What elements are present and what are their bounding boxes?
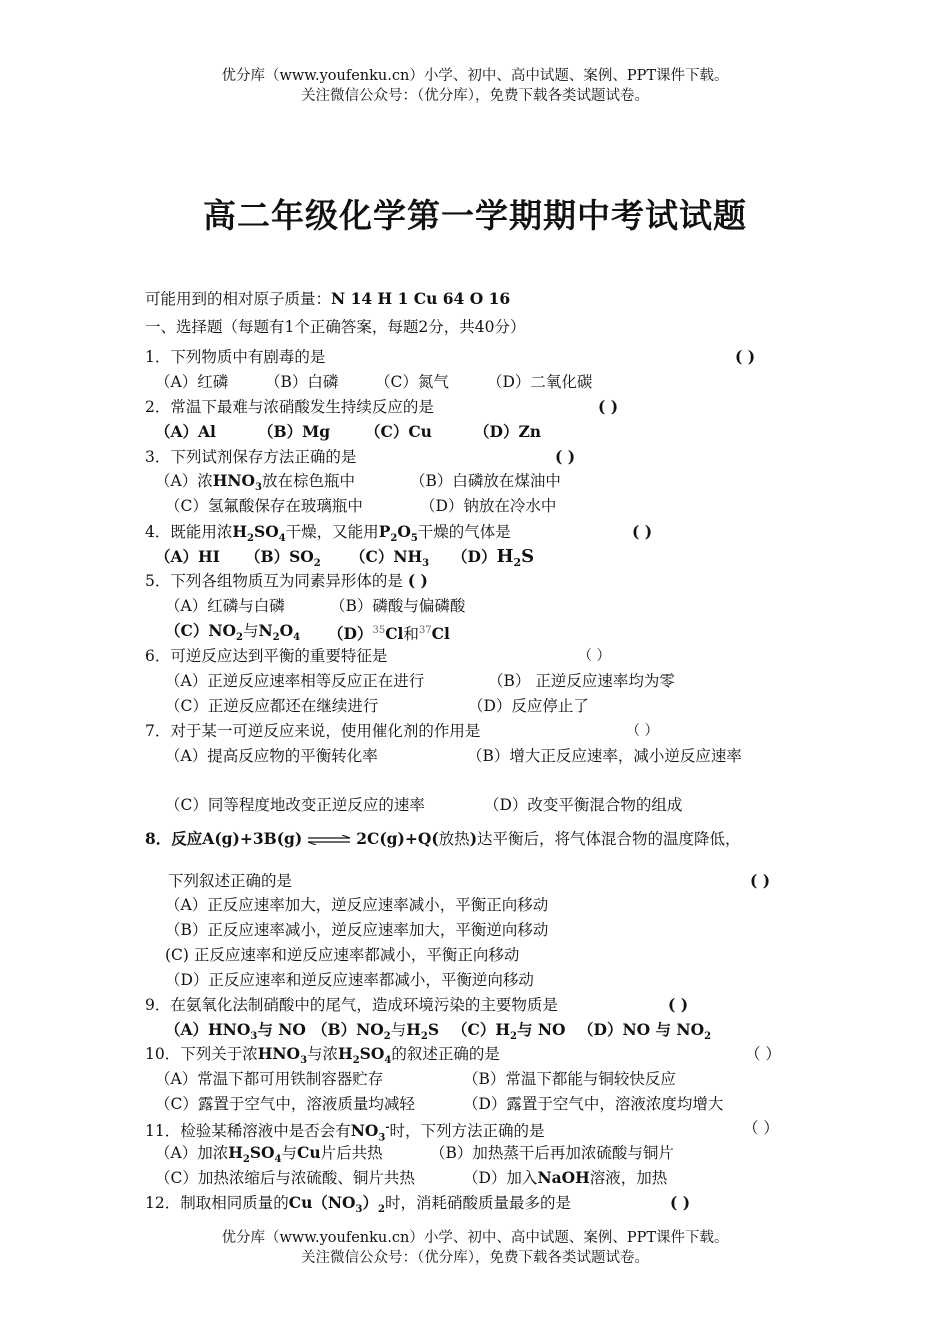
- q6-answer-bracket: （ ）: [578, 648, 611, 664]
- q9-option-d: （D）NO 与 $NO_2$: [578, 1020, 712, 1043]
- q12-stem: 12．制取相同质量的$Cu(NO_3)_2$时，消耗硝酸质量最多的是: [145, 1193, 571, 1216]
- q9-answer-bracket: ( ): [668, 995, 689, 1014]
- header-line-1: 优分库（www.youfenku.cn）小学、初中、高中试题、案例、PPT课件下载。: [221, 68, 729, 84]
- section-heading: 一、选择题（每题有1个正确答案，每题2分，共40分）: [145, 318, 526, 336]
- header-line-2: 关注微信公众号：（优分库），免费下载各类试题试卷。: [301, 88, 649, 104]
- q11-answer-bracket: （ ）: [743, 1119, 779, 1137]
- q8-stem: 8．反应A(g)+3B(g) 2C(g)+Q(放热)达平衡后，将气体混合物的温度降低，: [145, 829, 741, 848]
- q3-answer-bracket: ( ): [555, 447, 576, 466]
- q4-option-d: $(D)H_2S$: [452, 546, 535, 570]
- q12-answer-bracket: ( ): [670, 1193, 691, 1212]
- q11-option-d: （D）加入NaOH溶液，加热: [463, 1168, 668, 1187]
- q7-answer-bracket: （ ）: [626, 723, 659, 739]
- q4-option-b: $(B)SO_2$: [245, 547, 321, 570]
- q3-stem: 3．下列试剂保存方法正确的是: [145, 448, 357, 466]
- q7-option-d: （D）改变平衡混合物的组成: [484, 796, 683, 814]
- q5-option-b: （B）磷酸与偏磷酸: [330, 597, 466, 615]
- q1-stem: 1．下列物质中有剧毒的是: [145, 348, 326, 366]
- footer-line-2: 关注微信公众号：（优分库），免费下载各类试题试卷。: [301, 1250, 649, 1266]
- q2-option-c: （C）Cu: [365, 422, 432, 441]
- q6-option-d: （D）反应停止了: [468, 697, 589, 715]
- q5-option-a: （A）红磷与白磷: [165, 597, 285, 615]
- q8-answer-bracket: ( ): [750, 871, 771, 890]
- q6-stem: 6．可逆反应达到平衡的重要特征是: [145, 647, 388, 665]
- q3-option-b: （B）白磷放在煤油中: [410, 472, 561, 490]
- q5-stem: 5．下列各组物质互为同素异形体的是 ( ): [145, 571, 428, 590]
- q7-stem: 7．对于某一可逆反应来说，使用催化剂的作用是: [145, 722, 481, 740]
- page-title: 高二年级化学第一学期期中考试试题: [203, 196, 747, 235]
- q10-answer-bracket: （ ）: [745, 1045, 781, 1063]
- q8-option-a: （A）正反应速率加大，逆反应速率减小，平衡正向移动: [165, 896, 549, 914]
- atomic-mass-line: 可能用到的相对原子质量：N 14 H 1 Cu 64 O 16: [145, 289, 511, 308]
- q9-stem: 9．在氨氧化法制硝酸中的尾气，造成环境污染的主要物质是: [145, 996, 558, 1014]
- q9-option-a: $(A)HNO_3$与 NO: [165, 1020, 306, 1043]
- q4-option-a: （A）HI: [155, 547, 220, 566]
- q8-option-b: （B）正反应速率减小，逆反应速率加大，平衡逆向移动: [165, 921, 549, 939]
- q4-option-c: $(C)NH_3$: [350, 547, 430, 570]
- q1-option-a: （A）红磷: [155, 373, 229, 391]
- q7-option-c: （C）同等程度地改变正逆反应的速率: [165, 796, 425, 814]
- equilibrium-arrow-icon: [306, 835, 352, 845]
- q2-option-d: （D）Zn: [474, 422, 542, 441]
- q1-option-b: （B）白磷: [265, 373, 339, 391]
- footer-line-1: 优分库（www.youfenku.cn）小学、初中、高中试题、案例、PPT课件下载。: [221, 1230, 729, 1246]
- q11-option-a: （A）加浓$H_2SO_4$与Cu片后共热: [155, 1143, 383, 1166]
- q11-stem: 11．检验某稀溶液中是否会有$NO_3^-$时，下列方法正确的是: [145, 1121, 545, 1144]
- q2-option-a: （A）Al: [155, 422, 216, 441]
- q9-option-c: $(C)H_2$与 NO: [452, 1020, 566, 1043]
- q10-option-a: （A）常温下都可用铁制容器贮存: [155, 1070, 384, 1088]
- q2-option-b: （B）Mg: [258, 422, 331, 441]
- q9-option-b: $(B)NO_2$与$H_2S$: [312, 1020, 440, 1043]
- q8-option-c: (C) 正反应速率和逆反应速率都减小，平衡正向移动: [165, 946, 520, 964]
- q4-answer-bracket: ( ): [632, 522, 653, 541]
- q3-option-d: （D）钠放在冷水中: [420, 497, 557, 515]
- q7-option-b: （B）增大正反应速率，减小逆反应速率: [467, 747, 742, 765]
- q7-option-a: （A）提高反应物的平衡转化率: [165, 747, 378, 765]
- q1-option-d: （D）二氧化碳: [487, 373, 593, 391]
- q5-option-d: $(D)^{35}Cl$和$^{37}$Cl: [328, 624, 450, 644]
- q5-option-c: $(C)NO_2$与$N_2O_4$: [165, 621, 301, 644]
- q8-option-d: （D）正反应速率和逆反应速率都减小，平衡逆向移动: [165, 971, 534, 989]
- q6-option-c: （C）正逆反应都还在继续进行: [165, 697, 379, 715]
- q10-option-d: （D）露置于空气中，溶液浓度均增大: [463, 1095, 724, 1113]
- q3-option-c: （C）氢氟酸保存在玻璃瓶中: [165, 497, 363, 515]
- q8-stem-2: 下列叙述正确的是: [168, 872, 293, 890]
- q6-option-a: （A）正逆反应速率相等反应正在进行: [165, 672, 425, 690]
- q2-stem: 2．常温下最难与浓硝酸发生持续反应的是: [145, 398, 434, 416]
- q1-option-c: （C）氮气: [375, 373, 449, 391]
- q10-option-c: （C）露置于空气中，溶液质量均减轻: [155, 1095, 415, 1113]
- q1-answer-bracket: ( ): [735, 347, 756, 366]
- q11-option-c: （C）加热浓缩后与浓硫酸、铜片共热: [155, 1169, 415, 1187]
- q11-option-b: （B）加热蒸干后再加浓硫酸与铜片: [430, 1144, 674, 1162]
- q2-answer-bracket: ( ): [598, 397, 619, 416]
- q10-option-b: （B）常温下都能与铜较快反应: [463, 1070, 676, 1088]
- q10-stem: 10．下列关于浓$HNO_3$与浓$H_2SO_4$的叙述正确的是: [145, 1044, 500, 1067]
- q3-option-a: （A）浓$HNO_3$放在棕色瓶中: [155, 471, 356, 494]
- q6-option-b: （B） 正逆反应速率均为零: [488, 672, 675, 690]
- q4-stem: 4．既能用浓$H_2SO_4$干燥，又能用$P_2O_5$干燥的气体是: [145, 522, 511, 545]
